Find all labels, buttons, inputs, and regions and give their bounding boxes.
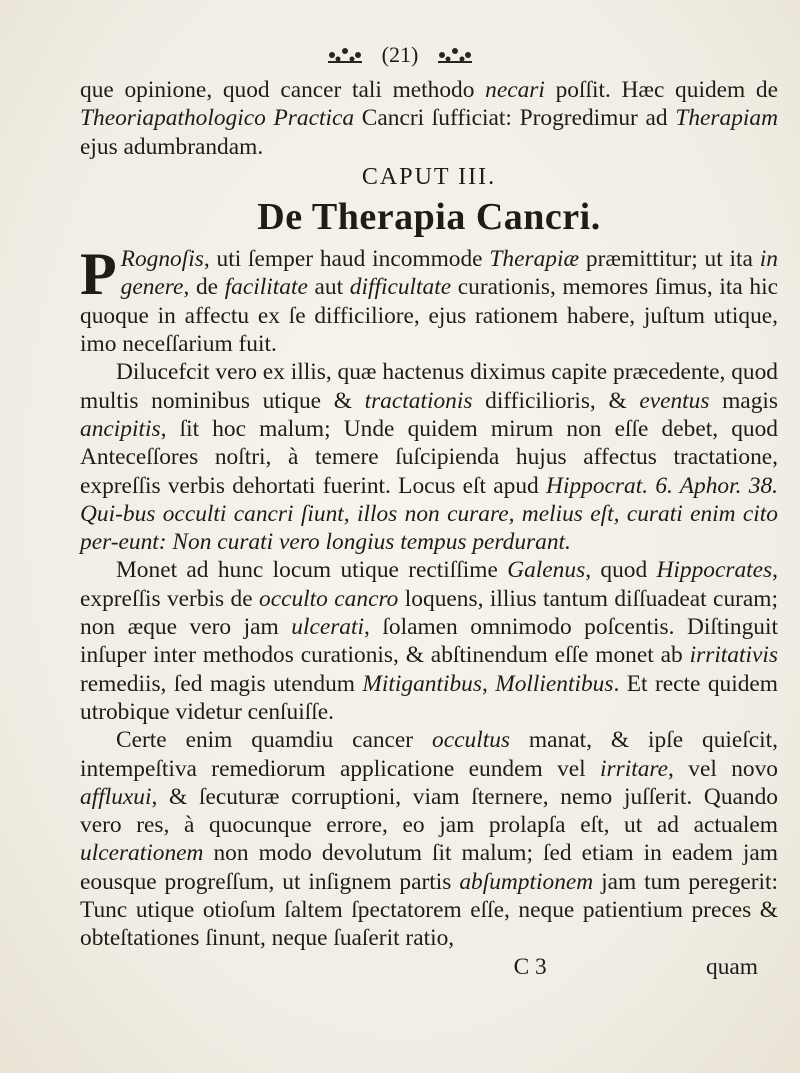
italic-term: ulcerati — [291, 614, 365, 641]
italic-term: ulcerationem — [80, 840, 204, 867]
italic-term: tractationis — [364, 387, 473, 414]
italic-term: affluxui — [80, 783, 152, 810]
page-header — [0, 40, 800, 68]
paragraph-prognosis-text: Rognoſis, uti ſemper haud incommode Therapiæ præmittitur; ut ita in genere, de facilitate aut difficultate curationis, memores ſimus, ita hic quoque in affectu ex ſe difficiliore, ejus rationem habere, juſtum utique, imo neceſſarium fuit. — [80, 246, 779, 358]
italic-term: facilitate — [224, 274, 308, 301]
left-ornament-icon — [324, 45, 366, 65]
signature-mark: C 3 — [513, 953, 547, 980]
italic-term: Hippocrates — [656, 557, 773, 584]
italic-term: Mitigantibus — [362, 670, 482, 697]
italic-term: Hippocrat. 6. Aphor. 38. Qui-bus occulti cancri ſiunt, illos non curare, melius eſt, curati enim cito per-eunt: Non curati vero longius tempus perdurant. — [80, 472, 778, 556]
italic-term: abſumptionem — [459, 868, 594, 895]
catchword: quam — [706, 953, 758, 980]
paragraph: que opinione, quod cancer tali methodo necari poſſit. Hæc quidem de Theoriapathologico Practica Cancri ſufficiat: Progredimur ad Therapiam ejus adumbrandam. — [80, 77, 778, 160]
italic-term: in genere — [120, 246, 778, 301]
right-ornament-icon — [434, 45, 476, 65]
paragraph: Monet ad hunc locum utique rectiſſime Galenus, quod Hippocrates, expreſſis verbis de occulto cancro loquens, illius tantum diſſuadeat curam; non æque vero jam ulcerati, ſolamen omnimodo poſcentis. Diſtinguit inſuper inter methodos curationis, & abſtinendum eſſe monet ab irritativis remediis, ſed magis utendum Mitigantibus, Mollientibus. Et recte quidem utrobique videtur cenſuiſſe. — [80, 557, 779, 725]
italic-term: irritare — [600, 755, 669, 782]
body-text — [80, 76, 778, 981]
page-number: (21) — [381, 41, 419, 67]
italic-term: Therapiam — [675, 105, 778, 132]
italic-term: necari — [485, 77, 545, 103]
chapter-title: De Therapia Cancri. — [257, 196, 601, 239]
italic-term: Therapiæ — [489, 246, 580, 273]
italic-term: Mollientibus — [495, 670, 614, 697]
drop-cap: P — [80, 241, 117, 308]
paragraph-prognosis — [80, 241, 779, 358]
italic-term: Galenus — [507, 557, 586, 584]
italic-term: difficultate — [349, 274, 452, 301]
page-footer — [80, 953, 778, 981]
chapter-number: CAPUT III. — [361, 163, 497, 190]
italic-term: occultus — [432, 727, 510, 754]
italic-term: Theoriapathologico Practica — [80, 105, 355, 132]
italic-term: eventus — [639, 387, 710, 414]
italic-term: Rognoſis — [120, 246, 204, 273]
italic-term: irritativis — [689, 642, 778, 669]
italic-term: occulto cancro — [259, 585, 399, 612]
paragraph: Dilucefcit vero ex illis, quæ hactenus diximus capite præcedente, quod multis nominibus utique & tractationis difficilioris, & eventus magis ancipitis, ſit hoc malum; Unde quidem mirum non eſſe debet, quod Anteceſſores noſtri, à temere ſuſcipienda hujus affectus tractatione, expreſſis verbis dehortati fuerint. Locus eſt apud Hippocrat. 6. Aphor. 38. Qui-bus occulti cancri ſiunt, illos non curare, melius eſt, curati enim cito per-eunt: Non curati vero longius tempus perdurant. — [80, 359, 778, 556]
italic-term: ancipitis — [80, 415, 161, 442]
paragraph: Certe enim quamdiu cancer occultus manat, & ipſe quieſcit, intempeſtiva remediorum applicatione eundem vel irritare, vel novo affluxui, & ſecuturæ corruptioni, viam ſternere, nemo juſſerit. Quando vero res, à quocunque errore, eo jam prolapſa eſt, ut ad actualem ulcerationem non modo devolutum ſit malum; ſed etiam in eadem jam eousque progreſſum, ut inſignem partis abſumptionem jam tum peregerit: Tunc utique otioſum ſaltem ſpectatorem eſſe, neque patientium preces & obteſtationes ſinunt, neque ſuaſerit ratio, — [80, 727, 779, 952]
